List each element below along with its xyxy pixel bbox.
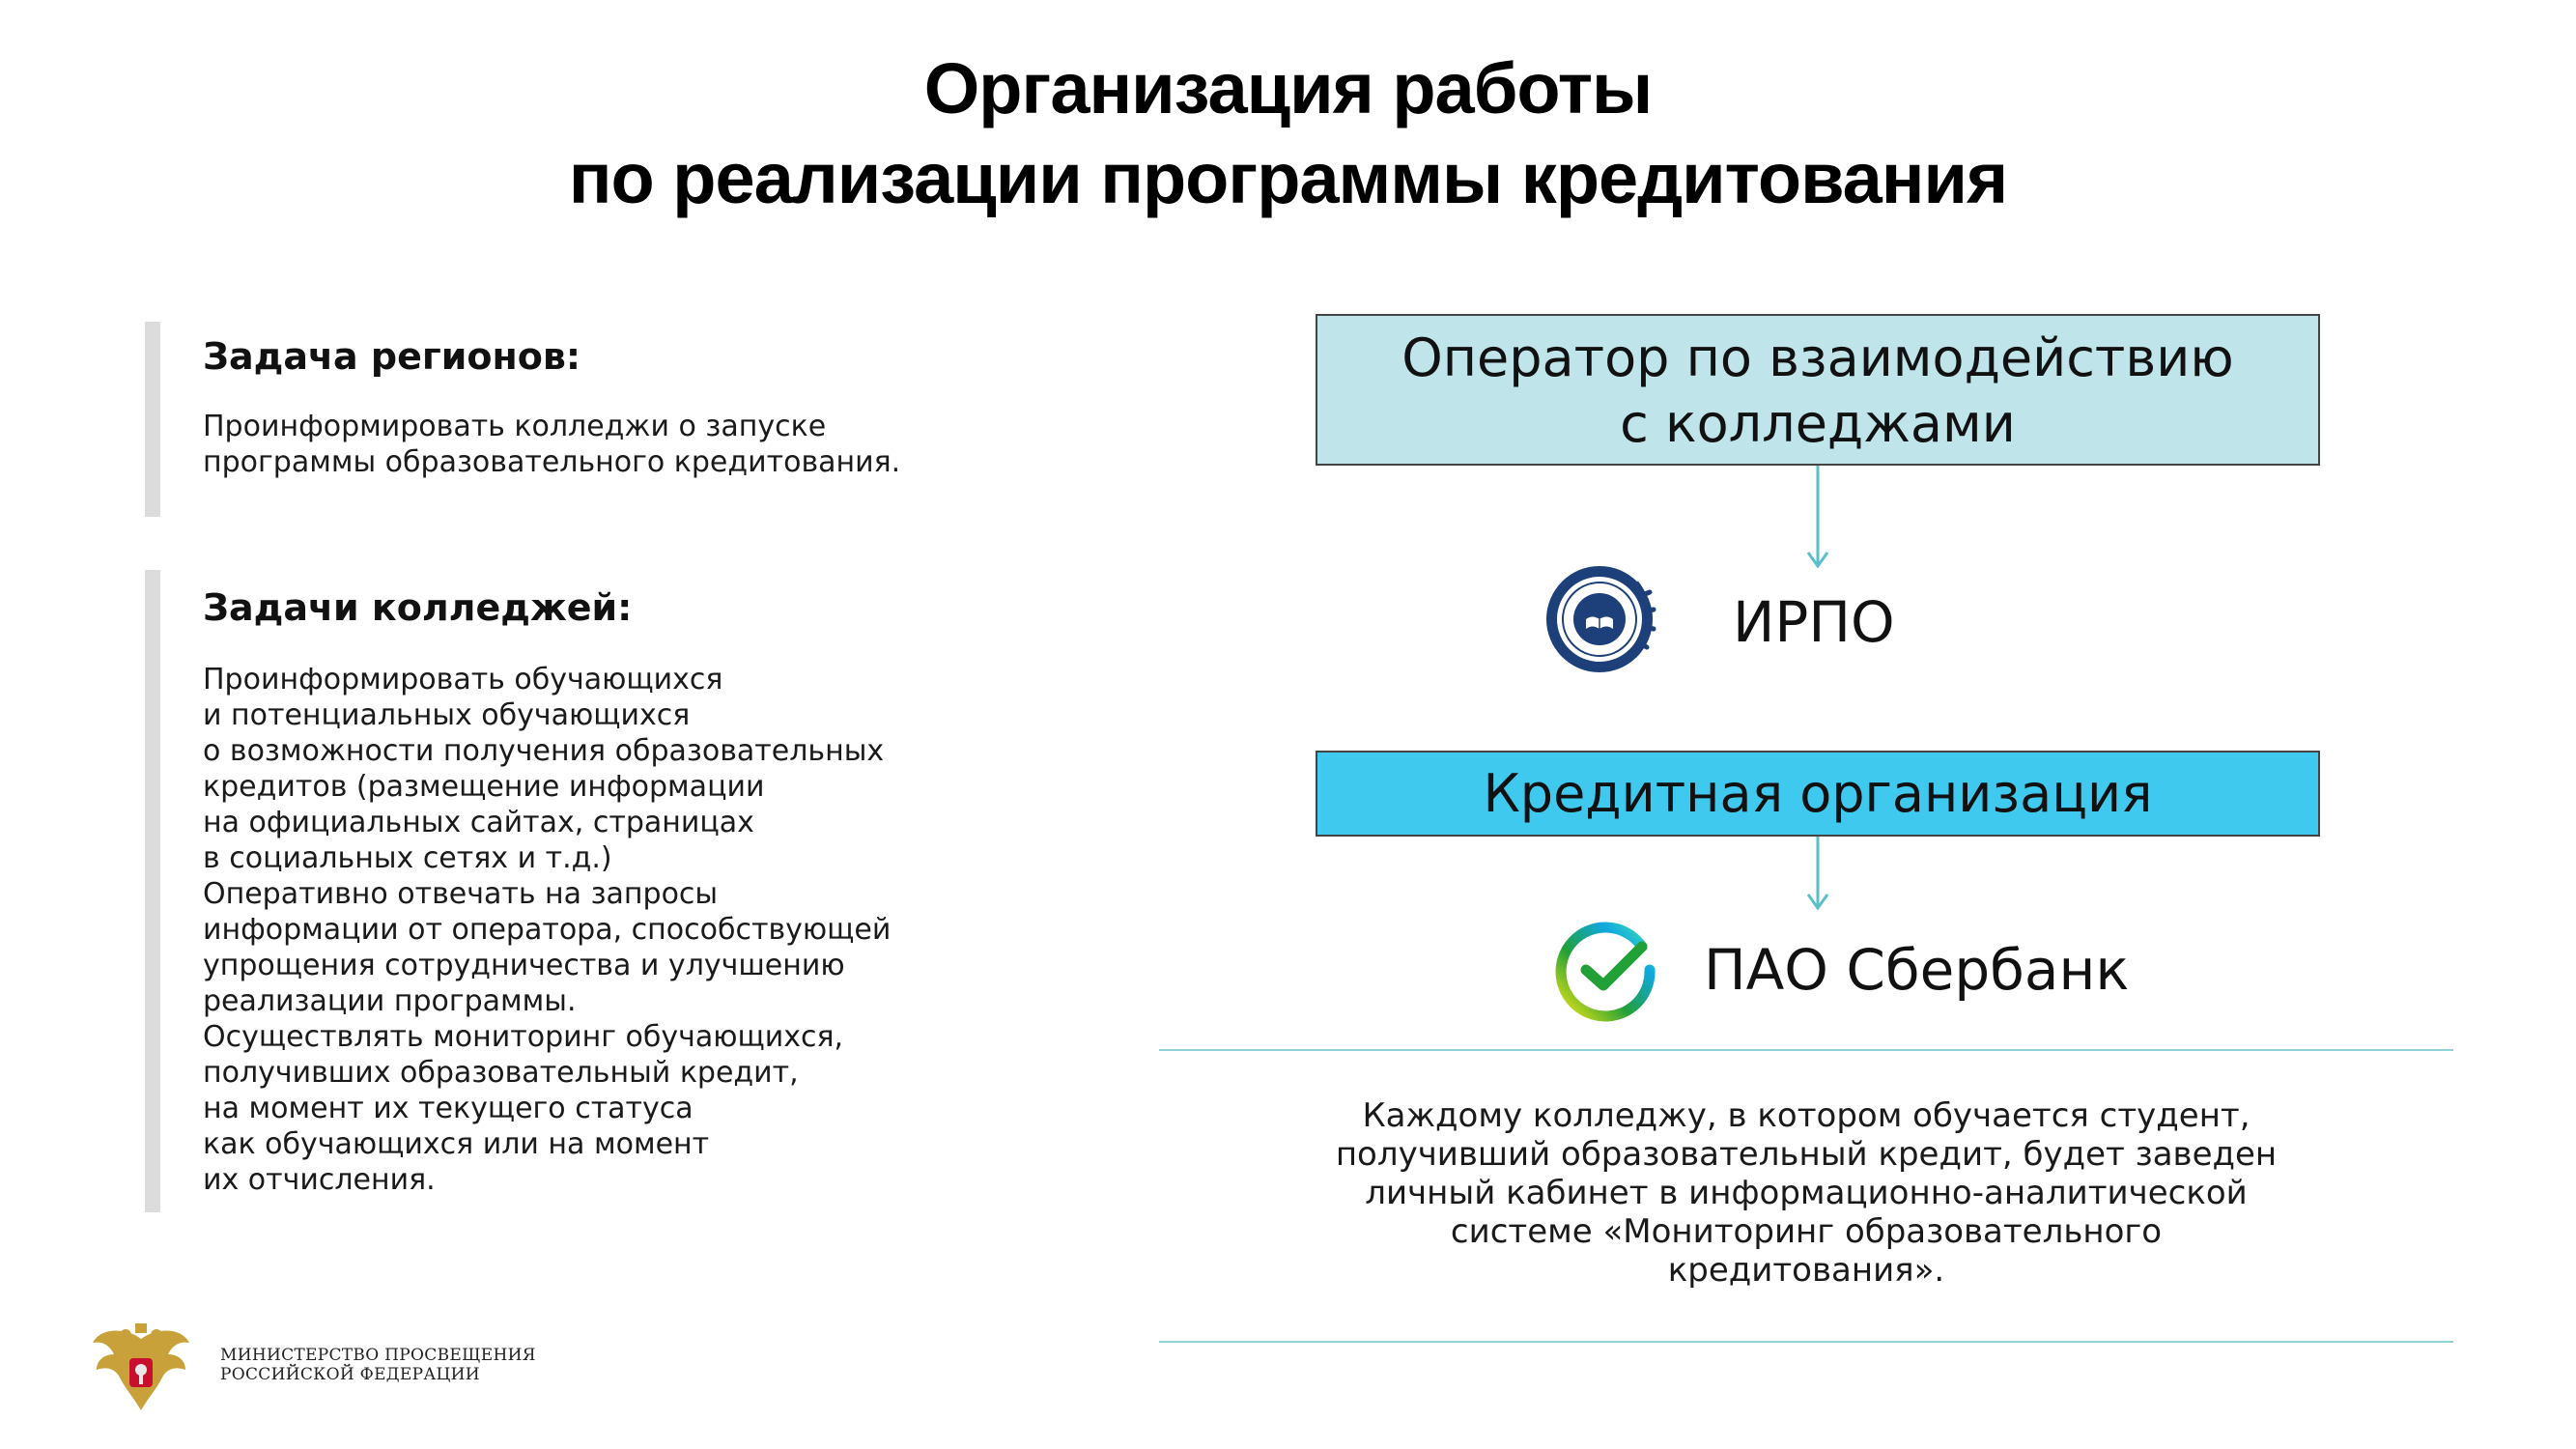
divider-top	[1159, 1049, 2453, 1051]
note-text-line: Каждому колледжу, в котором обучается студент,	[1362, 1096, 2250, 1135]
colleges-text-line: информации от оператора, способствующей	[203, 913, 892, 947]
colleges-text-line: упрощения сотрудничества и улучшению	[203, 949, 845, 982]
divider-bottom	[1159, 1341, 2453, 1343]
coat-of-arms-icon	[87, 1321, 195, 1414]
colleges-text-line: Проинформировать обучающихся	[203, 663, 723, 696]
colleges-task-block	[145, 570, 1014, 1212]
colleges-text-line: как обучающихся или на момент	[203, 1127, 710, 1161]
note-text-line: получивший образовательный кредит, будет заведен	[1335, 1135, 2278, 1174]
colleges-text-line: на момент их текущего статуса	[203, 1092, 694, 1125]
note-text-line: системе «Мониторинг образовательного	[1450, 1212, 2163, 1251]
colleges-text-line: их отчисления.	[203, 1163, 436, 1197]
regions-accent-bar	[145, 322, 160, 517]
sberbank-logo-icon	[1553, 918, 1657, 1022]
page-title-line-2: по реализации программы кредитования	[568, 138, 2008, 218]
regions-text	[203, 409, 900, 480]
note-text-line: личный кабинет в информационно-аналитической	[1365, 1174, 2248, 1212]
arrow-down-icon	[1806, 837, 1829, 910]
colleges-heading: Задачи колледжей:	[203, 586, 633, 629]
irpo-logo-icon	[1543, 563, 1663, 675]
irpo-label: ИРПО	[1733, 589, 1895, 655]
colleges-text-line: кредитов (размещение информации	[203, 770, 765, 804]
credit-organization-label: Кредитная организация	[1483, 763, 2153, 824]
colleges-text	[203, 662, 891, 1198]
colleges-text-line: и потенциальных обучающихся	[203, 698, 691, 732]
colleges-text-line: на официальных сайтах, страницах	[203, 806, 754, 839]
credit-organization-box	[1316, 751, 2320, 837]
colleges-text-line: Осуществлять мониторинг обучающихся,	[203, 1020, 844, 1054]
irpo-logo-text: ИРПО	[1583, 663, 1616, 673]
colleges-text-line: о возможности получения образовательных	[203, 734, 885, 768]
colleges-text-line: в социальных сетях и т.д.)	[203, 841, 612, 875]
regions-text-line: Проинформировать колледжи о запуске	[203, 410, 827, 443]
regions-heading: Задача регионов:	[203, 335, 581, 378]
ministry-name	[220, 1346, 536, 1384]
arrow-down-icon	[1806, 466, 1829, 568]
sberbank-label: ПАО Сбербанк	[1704, 937, 2130, 1003]
operator-box-line-2: с колледжами	[1620, 393, 2016, 454]
colleges-accent-bar	[145, 570, 160, 1212]
regions-text-line: программы образовательного кредитования.	[203, 445, 901, 479]
page-title	[0, 43, 2576, 223]
regions-task-block	[145, 322, 1014, 517]
colleges-text-line: Оперативно отвечать на запросы	[203, 877, 719, 911]
ministry-name-line-2: РОССИЙСКОЙ ФЕДЕРАЦИИ	[220, 1365, 480, 1384]
operator-box-line-1: Оператор по взаимодействию	[1401, 327, 2234, 388]
colleges-text-line: получивших образовательный кредит,	[203, 1056, 799, 1090]
colleges-text-line: реализации программы.	[203, 984, 577, 1018]
operator-box	[1316, 314, 2320, 466]
page-title-line-1: Организация работы	[923, 48, 1653, 128]
ministry-name-line-1: МИНИСТЕРСТВО ПРОСВЕЩЕНИЯ	[220, 1346, 536, 1365]
personal-cabinet-note	[1159, 1096, 2453, 1290]
note-text-line: кредитования».	[1667, 1251, 1945, 1290]
